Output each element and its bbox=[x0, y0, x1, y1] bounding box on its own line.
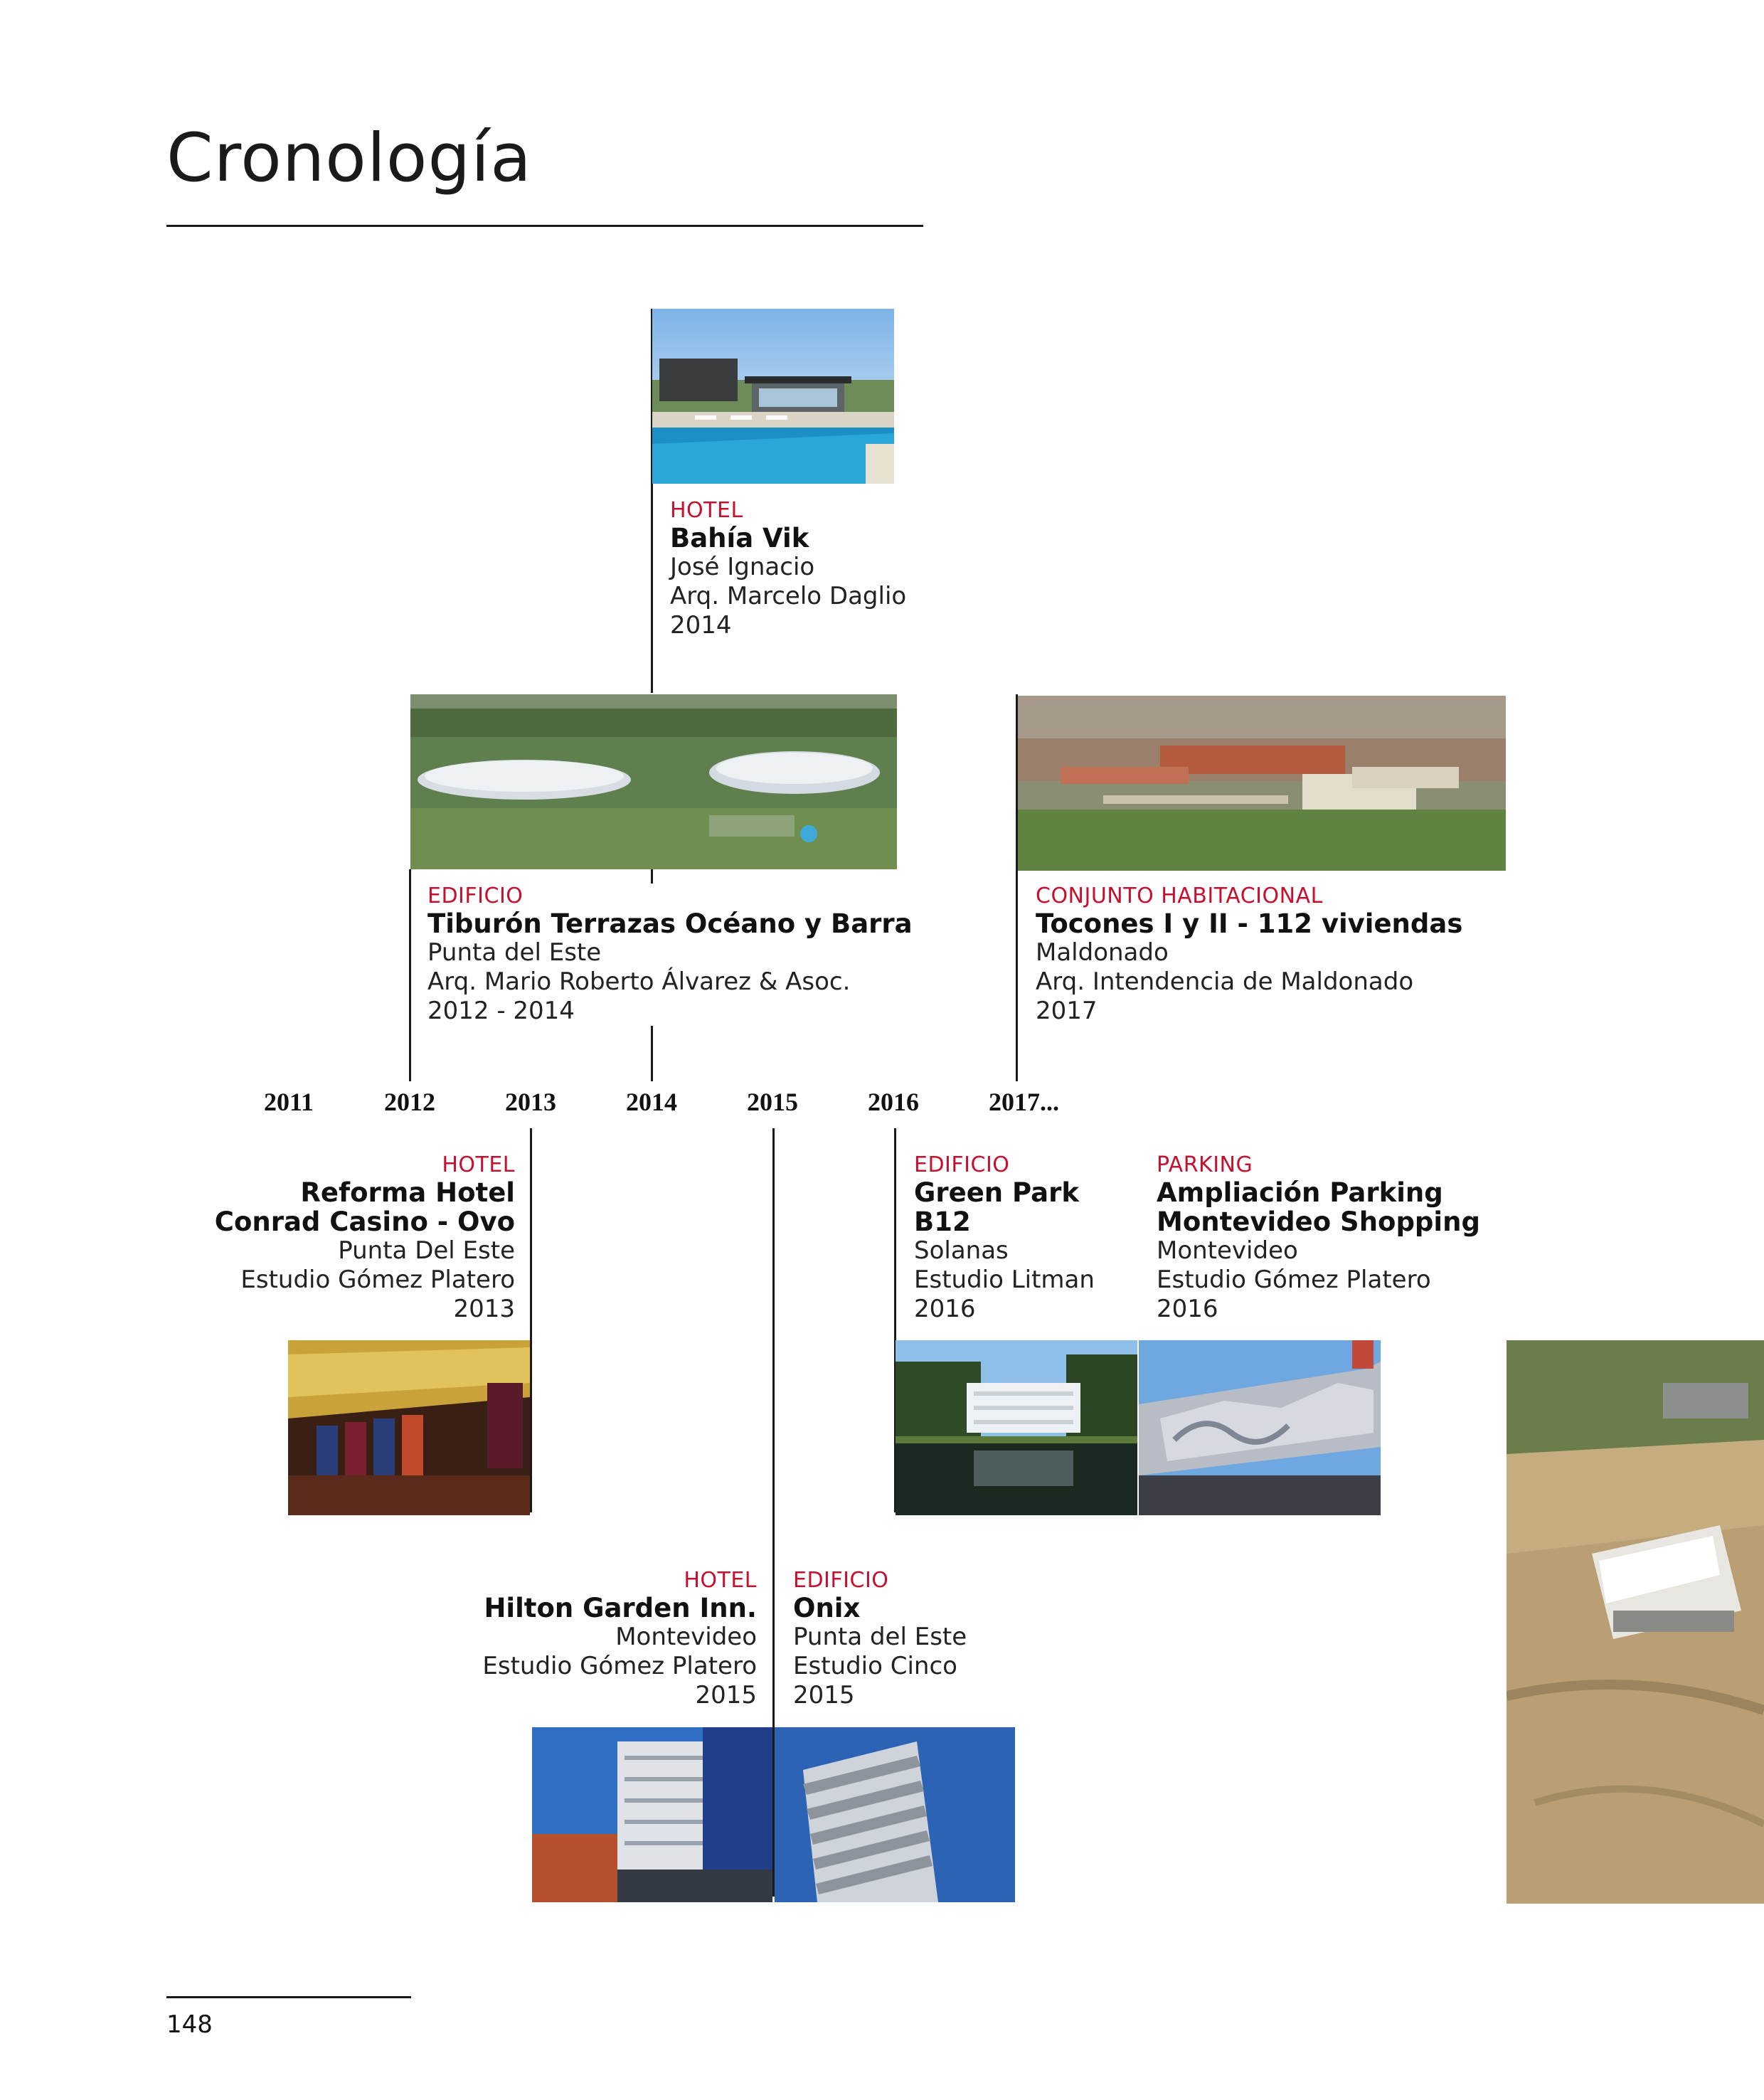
project-name-line1: Ampliación Parking bbox=[1157, 1177, 1443, 1208]
project-year: 2015 bbox=[695, 1681, 757, 1709]
year-2012: 2012 bbox=[384, 1088, 435, 1116]
project-name-line1: Reforma Hotel bbox=[300, 1177, 515, 1208]
photo-parking bbox=[1139, 1340, 1381, 1515]
year-2013: 2013 bbox=[505, 1088, 556, 1116]
project-architect: Arq. Mario Roberto Álvarez & Asoc. bbox=[427, 967, 851, 996]
category-label: HOTEL bbox=[684, 1568, 757, 1593]
project-architect: Estudio Gómez Platero bbox=[1157, 1266, 1431, 1294]
year-2016: 2016 bbox=[868, 1088, 919, 1116]
project-location: Punta Del Este bbox=[338, 1236, 515, 1265]
page-title: Cronología bbox=[166, 120, 532, 197]
category-label: CONJUNTO HABITACIONAL bbox=[1036, 884, 1323, 908]
connector-conrad bbox=[530, 1128, 532, 1512]
entry-parking bbox=[1157, 1152, 1480, 1324]
category-label: EDIFICIO bbox=[793, 1568, 889, 1593]
footer-divider bbox=[166, 1996, 411, 1998]
project-architect: Estudio Gómez Platero bbox=[240, 1266, 515, 1294]
project-location: Punta del Este bbox=[427, 938, 602, 967]
project-name: Bahía Vik bbox=[670, 523, 809, 553]
project-year: 2016 bbox=[1157, 1295, 1218, 1323]
entry-bahia-vik bbox=[670, 498, 906, 640]
project-year: 2017 bbox=[1036, 997, 1098, 1025]
category-label: EDIFICIO bbox=[427, 884, 524, 908]
year-2011: 2011 bbox=[264, 1088, 314, 1116]
project-architect: Estudio Gómez Platero bbox=[482, 1652, 757, 1680]
project-name: Onix bbox=[793, 1593, 861, 1623]
project-architect: Arq. Intendencia de Maldonado bbox=[1036, 967, 1414, 996]
project-year: 2016 bbox=[914, 1295, 976, 1323]
project-year: 2014 bbox=[670, 611, 732, 640]
project-location: Solanas bbox=[914, 1236, 1009, 1265]
category-label: HOTEL bbox=[670, 498, 743, 523]
project-location: José Ignacio bbox=[670, 553, 815, 581]
project-architect: Estudio Cinco bbox=[793, 1652, 957, 1680]
photo-onix bbox=[775, 1727, 1015, 1902]
project-name-line2: Conrad Casino - Ovo bbox=[214, 1207, 515, 1237]
year-2017: 2017... bbox=[989, 1088, 1059, 1116]
year-2015: 2015 bbox=[747, 1088, 798, 1116]
project-year: 2012 - 2014 bbox=[427, 997, 575, 1025]
photo-green-park bbox=[896, 1340, 1137, 1515]
project-year: 2013 bbox=[453, 1295, 515, 1323]
photo-conrad bbox=[288, 1340, 530, 1515]
year-2014: 2014 bbox=[626, 1088, 677, 1116]
project-location: Montevideo bbox=[1157, 1236, 1298, 1265]
entry-tiburon bbox=[427, 884, 913, 1026]
entry-hilton bbox=[455, 1568, 757, 1710]
category-label: EDIFICIO bbox=[914, 1152, 1010, 1177]
entry-onix bbox=[793, 1568, 967, 1710]
page-number: 148 bbox=[166, 2010, 213, 2039]
category-label: HOTEL bbox=[442, 1152, 515, 1177]
title-divider bbox=[166, 225, 923, 227]
project-location: Maldonado bbox=[1036, 938, 1169, 967]
photo-construction bbox=[1507, 1340, 1764, 1904]
project-name-line1: Green Park bbox=[914, 1177, 1079, 1208]
photo-bahia-vik bbox=[652, 309, 894, 484]
category-label: PARKING bbox=[1157, 1152, 1253, 1177]
project-architect: Estudio Litman bbox=[914, 1266, 1095, 1294]
connector-tiburon-2012 bbox=[409, 869, 411, 1081]
entry-tocones bbox=[1036, 884, 1462, 1026]
project-year: 2015 bbox=[793, 1681, 855, 1709]
photo-tocones bbox=[1018, 696, 1506, 871]
project-name-line2: Montevideo Shopping bbox=[1157, 1207, 1480, 1237]
project-location: Montevideo bbox=[615, 1623, 757, 1651]
project-name: Tiburón Terrazas Océano y Barra bbox=[427, 908, 913, 939]
project-architect: Arq. Marcelo Daglio bbox=[670, 582, 907, 610]
project-name: Hilton Garden Inn. bbox=[484, 1593, 757, 1623]
project-name: Tocones I y II - 112 viviendas bbox=[1036, 908, 1463, 939]
project-location: Punta del Este bbox=[793, 1623, 967, 1651]
project-name-line2: B12 bbox=[914, 1207, 971, 1237]
entry-green-park bbox=[914, 1152, 1095, 1324]
photo-hilton bbox=[532, 1727, 772, 1902]
photo-tiburon bbox=[410, 694, 897, 869]
entry-conrad bbox=[213, 1152, 515, 1324]
